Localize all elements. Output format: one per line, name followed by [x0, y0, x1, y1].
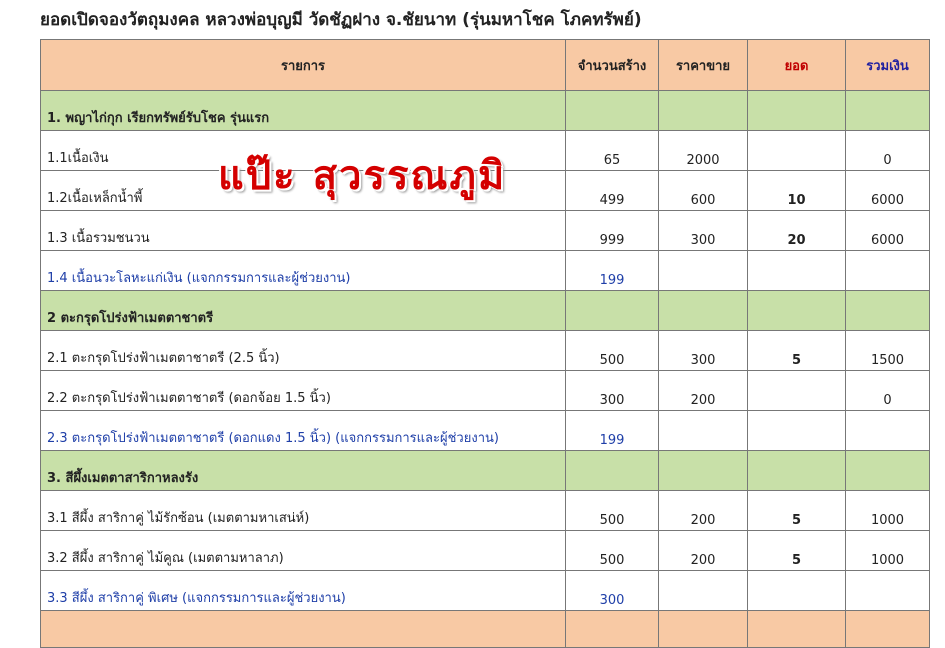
table-row — [41, 571, 930, 611]
item-made: 65 — [566, 131, 659, 171]
section-empty-cell — [659, 291, 748, 331]
header-item: รายการ — [41, 40, 566, 91]
item-count: 10 — [748, 171, 846, 211]
table-row — [41, 491, 930, 531]
section-empty-cell — [659, 451, 748, 491]
table-row — [41, 371, 930, 411]
item-price — [659, 251, 748, 291]
item-price: 300 — [659, 331, 748, 371]
item-made: 500 — [566, 531, 659, 571]
item-total — [846, 251, 930, 291]
table-row — [41, 531, 930, 571]
item-price: 200 — [659, 531, 748, 571]
item-count: 5 — [748, 531, 846, 571]
item-count — [748, 251, 846, 291]
item-made: 199 — [566, 251, 659, 291]
page-title: ยอดเปิดจองวัตถุมงคล หลวงพ่อบุญมี วัดชัฏฝาง จ.ชัยนาท (รุ่นมหาโชค โภคทรัพย์) — [40, 10, 642, 30]
item-name: 1.4 เนื้อนวะโลหะแก่เงิน (แจกกรรมการและผู้ช่วยงาน) — [41, 251, 566, 291]
item-count — [748, 131, 846, 171]
item-price: 200 — [659, 371, 748, 411]
item-made: 500 — [566, 331, 659, 371]
item-name: 2.3 ตะกรุดโปร่งฟ้าเมตตาชาตรี (ดอกแดง 1.5 นิ้ว) (แจกกรรมการและผู้ช่วยงาน) — [41, 411, 566, 451]
item-total — [846, 411, 930, 451]
item-count: 5 — [748, 491, 846, 531]
item-total: 0 — [846, 131, 930, 171]
item-total: 6000 — [846, 211, 930, 251]
section-empty-cell — [846, 451, 930, 491]
section-row — [41, 291, 930, 331]
section-empty-cell — [748, 451, 846, 491]
item-count: 5 — [748, 331, 846, 371]
item-made: 199 — [566, 411, 659, 451]
section-empty-cell — [748, 91, 846, 131]
item-name: 1.1เนื้อเงิน — [41, 131, 566, 171]
item-name: 1.3 เนื้อรวมชนวน — [41, 211, 566, 251]
header-made: จำนวนสร้าง — [566, 40, 659, 91]
item-name: 3.2 สีผึ้ง สาริกาคู่ ไม้คูณ (เมตตามหาลาภ) — [41, 531, 566, 571]
section-title: 3. สีผึ้งเมตตาสาริกาหลงรัง — [41, 451, 566, 491]
table-row — [41, 411, 930, 451]
header-row — [41, 40, 930, 91]
item-made: 300 — [566, 571, 659, 611]
item-name: 2.1 ตะกรุดโปร่งฟ้าเมตตาชาตรี (2.5 นิ้ว) — [41, 331, 566, 371]
item-total — [846, 571, 930, 611]
item-made: 499 — [566, 171, 659, 211]
item-made: 300 — [566, 371, 659, 411]
watermark: แป๊ะ สุวรรณภูมิ — [218, 153, 507, 199]
item-count — [748, 411, 846, 451]
section-empty-cell — [566, 91, 659, 131]
order-table — [40, 39, 930, 648]
item-total: 0 — [846, 371, 930, 411]
item-price — [659, 411, 748, 451]
section-empty-cell — [748, 291, 846, 331]
item-name: 2.2 ตะกรุดโปร่งฟ้าเมตตาชาตรี (ดอกจ้อย 1.5 นิ้ว) — [41, 371, 566, 411]
section-title: 1. พญาไก่กุก เรียกทรัพย์รับโชค รุ่นแรก — [41, 91, 566, 131]
section-empty-cell — [566, 291, 659, 331]
section-empty-cell — [566, 451, 659, 491]
section-empty-cell — [659, 91, 748, 131]
table-row — [41, 331, 930, 371]
header-price: ราคาขาย — [659, 40, 748, 91]
item-total: 1000 — [846, 531, 930, 571]
item-name: 3.1 สีผึ้ง สาริกาคู่ ไม้รักซ้อน (เมตตามหาเสน่ห์) — [41, 491, 566, 531]
item-price: 2000 — [659, 131, 748, 171]
table-row — [41, 251, 930, 291]
item-price — [659, 571, 748, 611]
section-empty-cell — [846, 91, 930, 131]
item-count — [748, 371, 846, 411]
section-row — [41, 451, 930, 491]
item-total: 6000 — [846, 171, 930, 211]
table-row — [41, 211, 930, 251]
item-price: 200 — [659, 491, 748, 531]
item-made: 999 — [566, 211, 659, 251]
item-name: 3.3 สีผึ้ง สาริกาคู่ พิเศษ (แจกกรรมการและผู้ช่วยงาน) — [41, 571, 566, 611]
item-count: 20 — [748, 211, 846, 251]
item-price: 300 — [659, 211, 748, 251]
section-row — [41, 91, 930, 131]
header-total: รวมเงิน — [846, 40, 930, 91]
header-count: ยอด — [748, 40, 846, 91]
item-total: 1500 — [846, 331, 930, 371]
section-empty-cell — [846, 291, 930, 331]
section-title: 2 ตะกรุดโปร่งฟ้าเมตตาชาตรี — [41, 291, 566, 331]
item-count — [748, 571, 846, 611]
item-made: 500 — [566, 491, 659, 531]
item-total: 1000 — [846, 491, 930, 531]
item-price: 600 — [659, 171, 748, 211]
item-name: 1.2เนื้อเหล็กน้ำพี้ — [41, 171, 566, 211]
